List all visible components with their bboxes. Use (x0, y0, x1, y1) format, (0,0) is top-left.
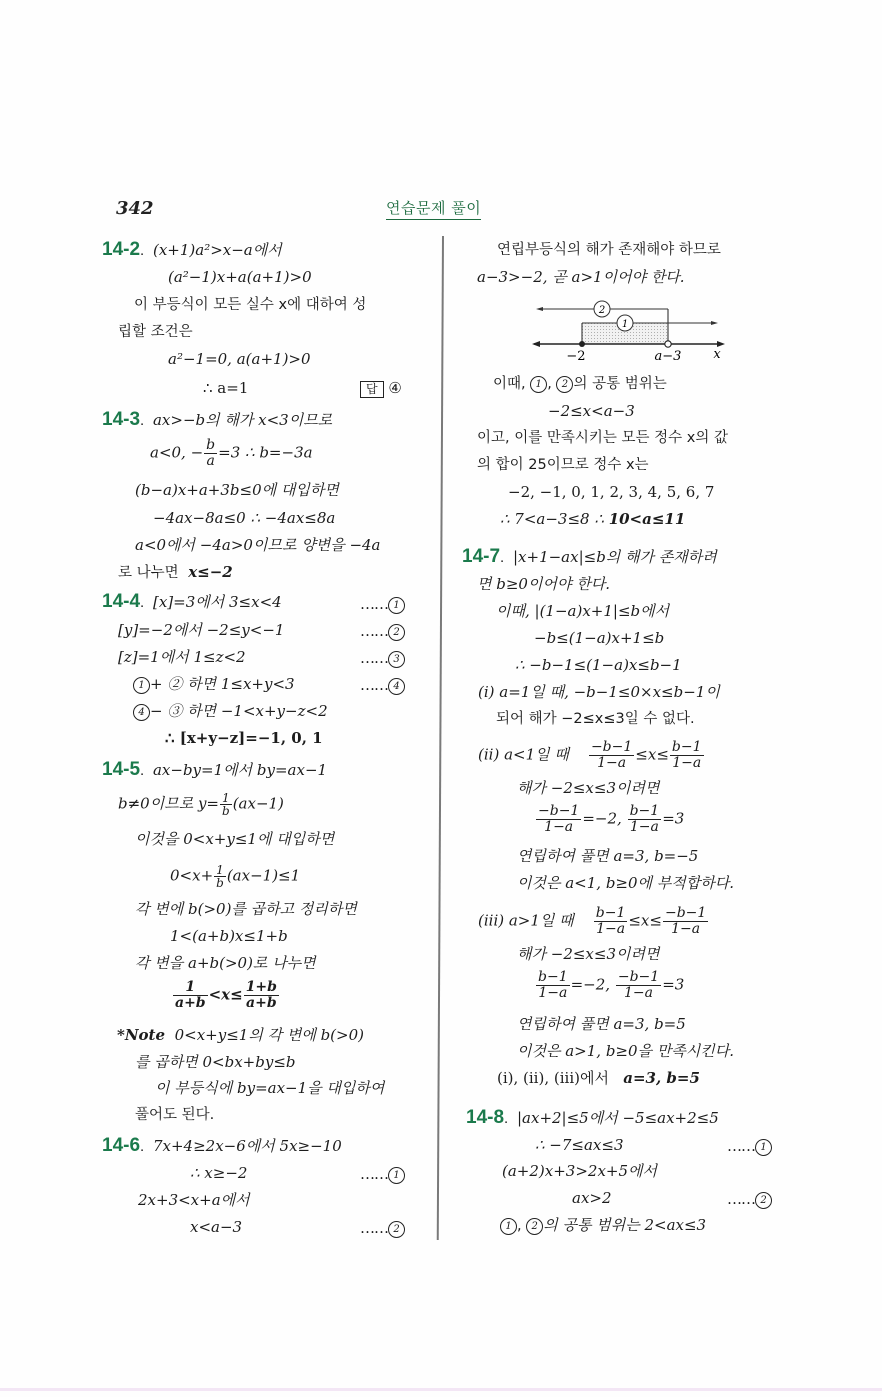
conclusion-line: ∴ [x+y−z]=−1, 0, 1 (165, 729, 323, 747)
conclusion-line: (i), (ii), (iii)에서 a=3, b=5 (497, 1069, 700, 1087)
equation-line: a<0, − $\frac{b}{a}$ =3 ∴ b=−3a (150, 437, 313, 469)
marker-1-icon: 1 (755, 1139, 772, 1156)
equation-line: (a²−1)x+a(a+1)>0 (168, 268, 312, 286)
problem-number: 14-8. (466, 1107, 509, 1128)
marker-2-icon: 2 (388, 624, 405, 641)
conclusion-line: $\frac{1}{a+b}$ <x≤ $\frac{1+b}{a+b}$ (175, 979, 277, 1011)
column-divider (437, 236, 444, 1240)
equation-line: ∴ −b−1≤(1−a)x≤b−1 (515, 656, 682, 674)
marker-2-icon: 2 (526, 1218, 543, 1235)
text-line: 면 b≥0이어야 한다. (477, 575, 610, 593)
equation-line: 2x+3<x+a에서 (138, 1191, 250, 1209)
equation-line: −2, −1, 0, 1, 2, 3, 4, 5, 6, 7 (508, 483, 715, 501)
equation-line: 1 + ② 하면 1≤x+y<3 (133, 674, 295, 694)
marker-1-icon: 1 (388, 597, 405, 614)
svg-text:−2: −2 (566, 349, 586, 364)
equation-line: ax−by=1에서 by=ax−1 (152, 761, 328, 779)
svg-text:a−3: a−3 (654, 349, 682, 364)
equation-line: 이것을 0<x+y≤1에 대입하면 (135, 830, 335, 848)
page-number: 342 (116, 198, 154, 219)
note-line: 0<x+y≤1의 각 변에 b(>0) (174, 1026, 365, 1044)
equation-line: ax>−b의 해가 x<3이므로 (152, 411, 333, 429)
problem-number: 14-4. (102, 591, 145, 612)
equation-line: 4 − ③ 하면 −1<x+y−z<2 (133, 701, 328, 721)
answer-box: 답 (360, 381, 384, 398)
equation-line: 해가 −2≤x≤3이려면 (517, 945, 660, 963)
text-line: 이때, 1 , 2 의 공통 범위는 (493, 376, 667, 392)
equation-line: 연립하여 풀면 a=3, b=5 (517, 1015, 686, 1033)
bottom-edge-bar (0, 1388, 882, 1391)
equation-line: ∴ x≥−2 (190, 1164, 248, 1182)
case-line: (i) a=1일 때, −b−1≤0×x≤b−1이 (478, 683, 720, 701)
equation-line: [x]=3에서 3≤x<4 (152, 593, 282, 611)
conclusion-line: 1 , 2 의 공통 범위는 2<ax≤3 (500, 1215, 706, 1236)
equation-line: 해가 −2≤x≤3이려면 (517, 779, 660, 797)
marker-1-icon: 1 (530, 376, 547, 393)
marker-2-icon: 2 (556, 376, 573, 393)
equation-line: ax>2 (572, 1189, 612, 1207)
answer-choice: ④ (388, 379, 402, 397)
text-line: 이것은 a<1, b≥0에 부적합하다. (517, 874, 735, 892)
conclusion-line: 로 나누면 x≤−2 (118, 563, 233, 581)
note-line: 를 곱하면 0<bx+by≤b (135, 1053, 296, 1071)
equation-line: −4ax−8a≤0 ∴ −4ax≤8a (153, 509, 336, 527)
marker-4-icon: 4 (388, 678, 405, 695)
note-line: 풀어도 된다. (135, 1107, 215, 1123)
text-line: 되어 해가 −2≤x≤3일 수 없다. (496, 711, 695, 727)
conclusion-line: ∴ 7<a−3≤8 ∴ 10<a≤11 (500, 510, 686, 528)
equation-line: 7x+4≥2x−6에서 5x≥−10 (152, 1137, 342, 1155)
equation-line: b≠0이므로 y= $\frac{1}{b}$ (ax−1) (118, 791, 284, 818)
note-label: *Note (117, 1026, 166, 1044)
equation-line: [y]=−2에서 −2≤y<−1 (118, 621, 285, 639)
equation-line: a<0에서 −4a>0이므로 양변을 −4a (135, 536, 381, 554)
equation-line: 각 변에 b(>0)를 곱하고 정리하면 (135, 900, 357, 918)
equation-line: 이때, |(1−a)x+1|≤b에서 (496, 602, 670, 620)
equation-line: x<a−3 (190, 1218, 243, 1236)
equation-line: $\frac{-b-1}{1-a}$ =−2, $\frac{b-1}{1-a}$ =3 (538, 803, 685, 835)
equation-line: a²−1=0, a(a+1)>0 (168, 350, 311, 368)
svg-text:2: 2 (598, 305, 606, 316)
equation-line: a−3>−2, 곧 a>1이어야 한다. (477, 268, 685, 286)
problem-number: 14-2. (102, 239, 145, 260)
problem-number: 14-7. (462, 546, 505, 567)
text-line: 의 합이 25이므로 정수 x는 (477, 457, 649, 473)
note-line: 이 부등식에 by=ax−1을 대입하여 (155, 1079, 385, 1097)
equation-line: |x+1−ax|≤b의 해가 존재하려 (512, 548, 717, 566)
marker-3-icon: 3 (388, 651, 405, 668)
equation-line: −2≤x<a−3 (548, 402, 635, 420)
marker-2-icon: 2 (388, 1221, 405, 1238)
marker-2-icon: 2 (755, 1192, 772, 1209)
problem-number: 14-6. (102, 1135, 145, 1156)
equation-line: 0<x+ $\frac{1}{b}$ (ax−1)≤1 (170, 863, 301, 890)
equation-line: 연립하여 풀면 a=3, b=−5 (517, 847, 699, 865)
marker-1-icon: 1 (388, 1167, 405, 1184)
equation-line: $\frac{b-1}{1-a}$ =−2, $\frac{-b-1}{1-a}$ =3 (538, 969, 685, 1001)
text-line: 이것은 a>1, b≥0을 만족시킨다. (517, 1042, 735, 1060)
text-line: 이 부등식이 모든 실수 x에 대하여 성 (134, 297, 367, 313)
svg-text:x: x (713, 347, 721, 362)
equation-line: 1<(a+b)x≤1+b (170, 927, 288, 945)
case-ii-line: (ii) a<1일 때 $\frac{-b-1}{1-a}$ ≤x≤ $\frac{b-1}{1-a}$ (478, 739, 702, 771)
text-line: 연립부등식의 해가 존재해야 하므로 (497, 242, 721, 258)
case-iii-line: (iii) a>1일 때 $\frac{b-1}{1-a}$ ≤x≤ $\frac{-b-1}{1-a}$ (478, 905, 707, 937)
marker-1-icon: 1 (500, 1218, 517, 1235)
svg-text:1: 1 (621, 319, 629, 330)
conclusion-line: ∴ a=1 (203, 379, 249, 397)
problem-number: 14-3. (102, 409, 145, 430)
equation-line: (x+1)a²>x−a에서 (152, 241, 282, 259)
equation-line: ∴ −7≤ax≤3 (535, 1136, 624, 1154)
equation-line: (b−a)x+a+3b≤0에 대입하면 (135, 481, 339, 499)
number-line-diagram (530, 292, 730, 364)
marker-1-icon: 1 (133, 677, 150, 694)
text-line: 립할 조건은 (118, 324, 193, 340)
problem-number: 14-5. (102, 759, 145, 780)
equation-line: 각 변을 a+b(>0)로 나누면 (135, 954, 316, 972)
marker-4-icon: 4 (133, 704, 150, 721)
equation-line: [z]=1에서 1≤z<2 (118, 648, 246, 666)
equation-line: −b≤(1−a)x+1≤b (534, 629, 665, 647)
equation-line: |ax+2|≤5에서 −5≤ax+2≤5 (516, 1109, 719, 1127)
page-title: 연습문제 풀이 (386, 197, 481, 220)
text-line: 이고, 이를 만족시키는 모든 정수 x의 값 (477, 430, 728, 446)
equation-line: (a+2)x+3>2x+5에서 (502, 1162, 657, 1180)
